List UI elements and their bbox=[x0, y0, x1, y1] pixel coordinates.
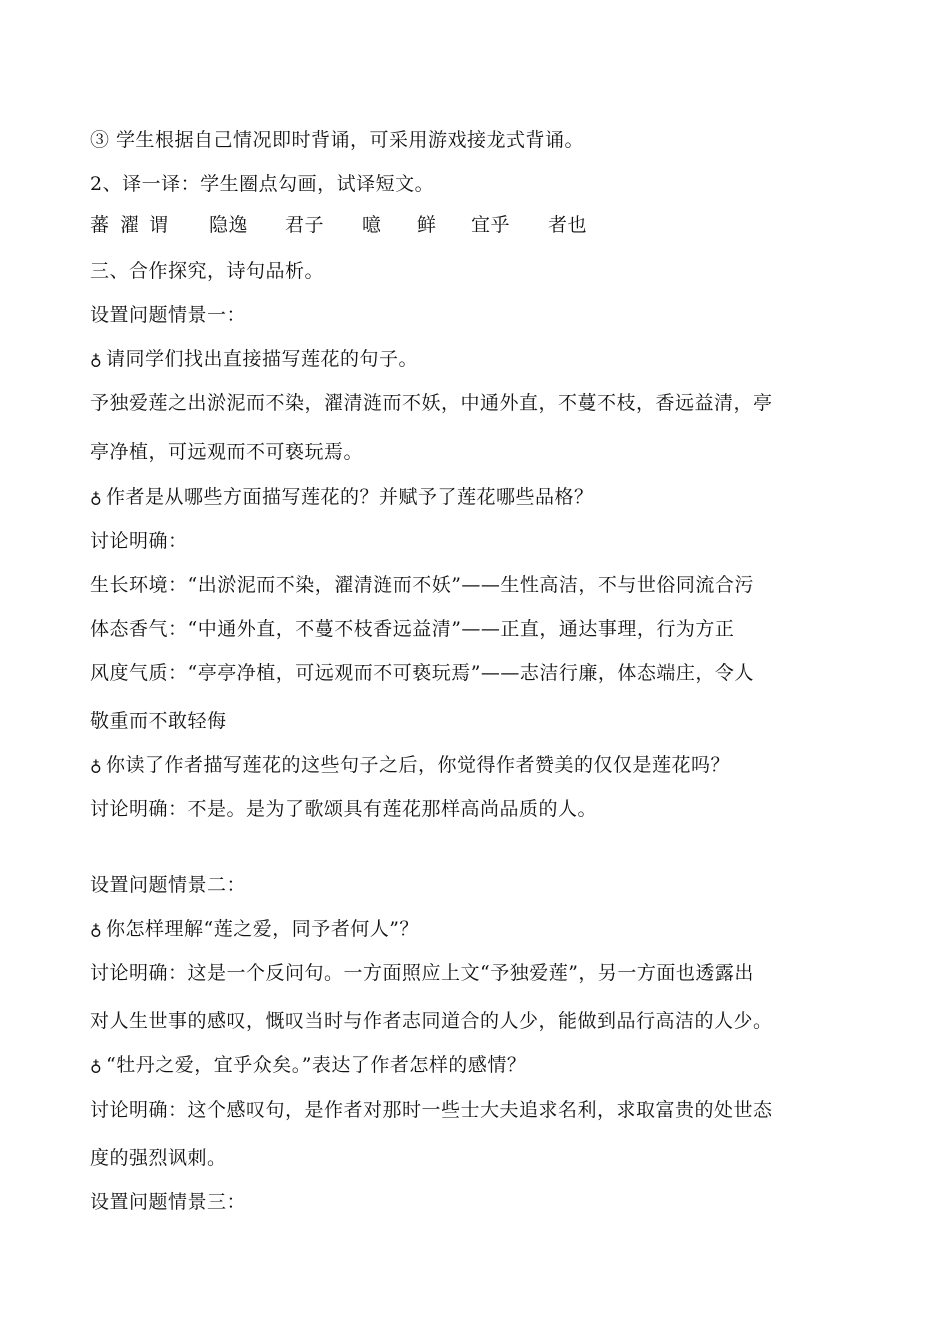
text-line: 讨论明确：这是一个反问句。一方面照应上文“予独爱莲”，另一方面也透露出 bbox=[90, 962, 754, 984]
text-line: 讨论明确：这个感叹句，是作者对那时一些士大夫追求名利，求取富贵的处世态 bbox=[90, 1099, 773, 1121]
section-heading: 三、合作探究，诗句品析。 bbox=[90, 260, 325, 282]
vocab-word: 噫 bbox=[362, 214, 382, 236]
question-line: ♁ 你读了作者描写莲花的这些句子之后，你觉得作者赞美的仅仅是莲花吗？ bbox=[90, 754, 731, 776]
vocab-word: 隐逸 bbox=[209, 214, 249, 236]
text-line: 予独爱莲之出淤泥而不染，濯清涟而不妖，中通外直，不蔓不枝，香远益清，亭 bbox=[90, 392, 773, 414]
text-line: 风度气质：“亭亭净植，可远观而不可亵玩焉”——志洁行廉，体态端庄，令人 bbox=[90, 662, 754, 684]
scenario-heading: 设置问题情景一： bbox=[90, 304, 247, 326]
vocab-word: 鲜 bbox=[417, 214, 437, 236]
vocab-word: 君子 bbox=[285, 214, 325, 236]
text-line: 对人生世事的感叹，慨叹当时与作者志同道合的人少，能做到品行高洁的人少。 bbox=[90, 1010, 773, 1032]
text-line: 度的强烈讽刺。 bbox=[90, 1147, 227, 1169]
question-line: ♁ 你怎样理解“莲之爱，同予者何人”？ bbox=[90, 918, 419, 940]
vocab-word: 濯 bbox=[120, 214, 140, 236]
scenario-heading: 设置问题情景二： bbox=[90, 874, 247, 896]
text-line: 2、译一译：学生圈点勾画，试译短文。 bbox=[90, 173, 435, 195]
text-line: 讨论明确： bbox=[90, 530, 188, 552]
vocab-word: 蕃 bbox=[90, 214, 110, 236]
vocab-word: 谓 bbox=[149, 214, 169, 236]
bullet-icon: ♁ bbox=[90, 756, 103, 775]
text-line: 讨论明确：不是。是为了歌颂具有莲花那样高尚品质的人。 bbox=[90, 798, 598, 820]
scenario-heading: 设置问题情景三： bbox=[90, 1191, 247, 1213]
bullet-icon: ♁ bbox=[90, 1056, 103, 1075]
bullet-icon: ♁ bbox=[90, 350, 103, 369]
vocab-word: 者也 bbox=[548, 214, 588, 236]
text-line: 亭净植，可远观而不可亵玩焉。 bbox=[90, 441, 364, 463]
question-line: ♁ “牡丹之爱，宜乎众矣。”表达了作者怎样的感情？ bbox=[90, 1054, 527, 1076]
bullet-icon: ♁ bbox=[90, 920, 103, 939]
text-line: 体态香气：“中通外直，不蔓不枝香远益清”——正直，通达事理，行为方正 bbox=[90, 618, 735, 640]
question-line: ♁ 请同学们找出直接描写莲花的句子。 bbox=[90, 348, 419, 370]
vocab-word: 宜乎 bbox=[471, 214, 511, 236]
bullet-icon: ♁ bbox=[90, 488, 103, 507]
text-line: 生长环境：“出淤泥而不染，濯清涟而不妖”——生性高洁，不与世俗同流合污 bbox=[90, 574, 754, 596]
question-line: ♁ 作者是从哪些方面描写莲花的？并赋予了莲花哪些品格？ bbox=[90, 486, 594, 508]
text-line: ③ 学生根据自己情况即时背诵，可采用游戏接龙式背诵。 bbox=[90, 129, 585, 151]
text-line: 敬重而不敢轻侮 bbox=[90, 710, 227, 732]
